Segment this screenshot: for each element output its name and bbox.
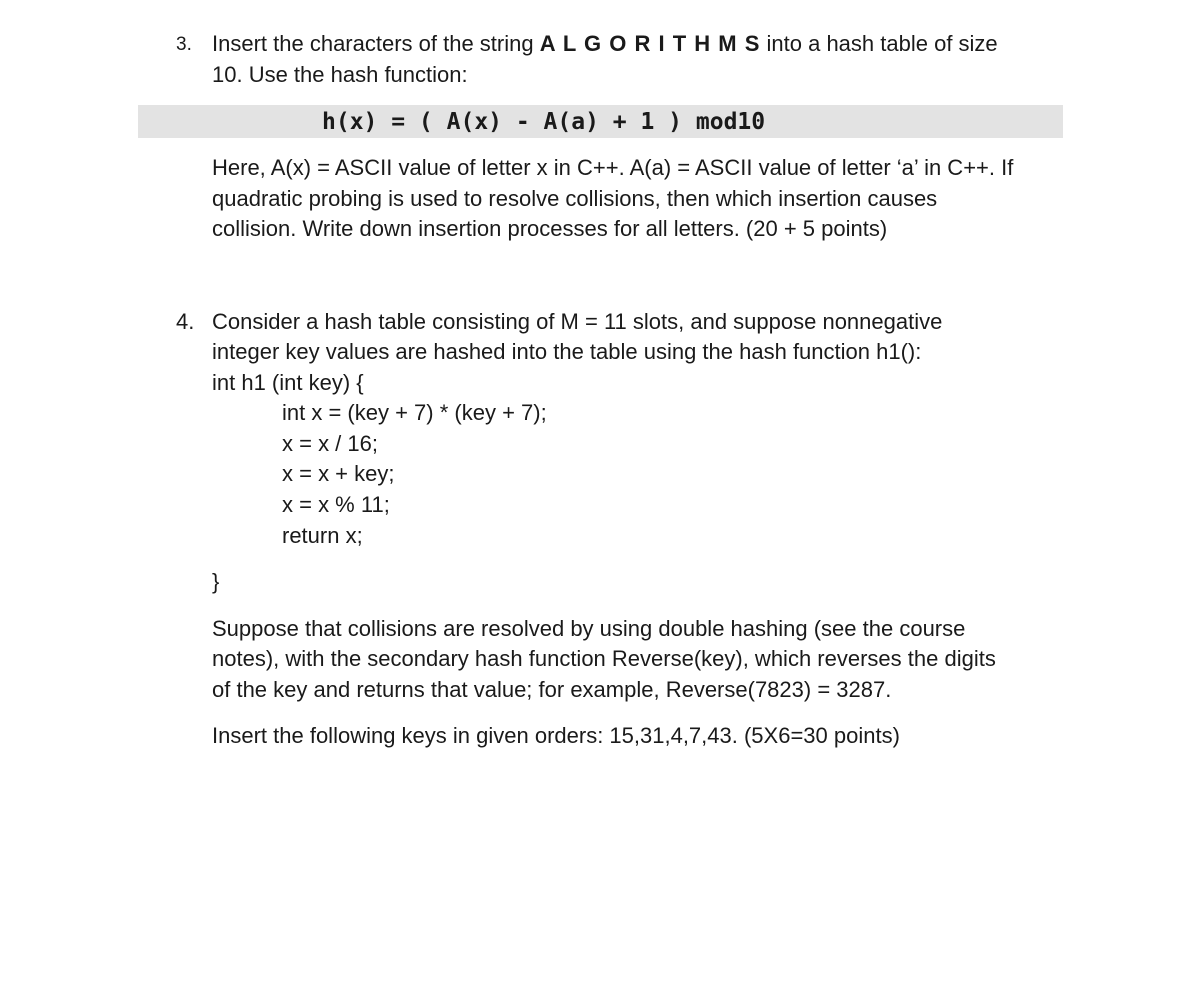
code-line-2: x = x / 16; [282,431,378,456]
q4-intro-line-2: integer key values are hashed into the table using the hash function h1(): [212,339,922,364]
code-line-3: x = x + key; [282,461,395,486]
q4-insert-keys-line: Insert the following keys in given orders: 15,31,4,7,43. (5X6=30 points) [212,723,900,748]
q3-line1-suffix: into a hash table of size [760,31,998,56]
q4-paragraph-line-1: Suppose that collisions are resolved by using double hashing (see the course [212,616,966,641]
q3-paragraph-line-2: quadratic probing is used to resolve collisions, then which insertion causes [212,186,938,211]
code-header: int h1 (int key) { [212,370,364,395]
code-close-brace: } [212,569,220,594]
question-3-number: 3. [176,34,192,55]
q3-paragraph-line-1: Here, A(x) = ASCII value of letter x in C++. A(a) = ASCII value of letter ‘a’ in C++. If [212,155,1014,180]
code-line-1: int x = (key + 7) * (key + 7); [282,400,547,425]
question-3-line-1 [212,29,998,59]
q3-paragraph-line-3: collision. Write down insertion processes for all letters. (20 + 5 points) [212,216,888,241]
question-4-number: 4. [176,309,195,334]
q4-paragraph-line-3: of the key and returns that value; for example, Reverse(7823) = 3287. [212,677,892,702]
q4-intro-line-1: Consider a hash table consisting of M = 11 slots, and suppose nonnegative [212,309,943,334]
q3-string-algorithms: A L G O R I T H M S [539,31,761,56]
code-line-4: x = x % 11; [282,492,390,517]
question-3-line-2: 10. Use the hash function: [212,62,468,87]
q4-paragraph-line-2: notes), with the secondary hash function Reverse(key), which reverses the digits [212,646,996,671]
hash-function-formula: h(x) = ( A(x) - A(a) + 1 ) mod10 [322,109,766,135]
code-line-5: return x; [282,523,363,548]
q3-line1-prefix: Insert the characters of the string [212,31,540,56]
